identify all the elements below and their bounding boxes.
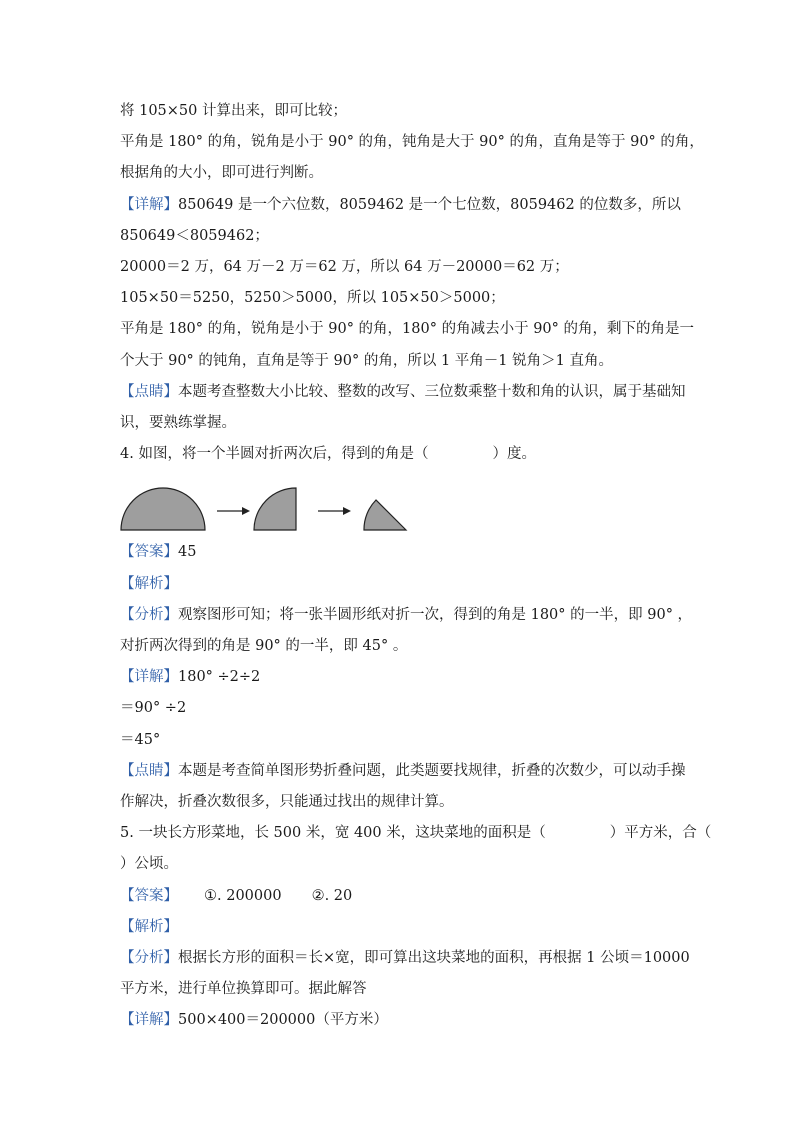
text-line xyxy=(120,377,686,408)
answer-value: ①. 200000 xyxy=(204,887,282,904)
text-content: 根据长方形的面积＝长×宽，即可算出这块菜地的面积，再根据 1 公顷＝10000 xyxy=(178,950,690,967)
text-line: 平角是 180° 的角，锐角是小于 90° 的角，180° 的角减去小于 90° 的角，剩下的角是一 xyxy=(120,321,695,338)
text-line: 850649＜8059462； xyxy=(120,227,269,244)
quarter-circle-shape xyxy=(254,488,296,530)
text-content: 850649 是一个六位数，8059462 是一个七位数，8059462 的位数多，所以 xyxy=(178,196,681,213)
analysis-tag: 【解析】 xyxy=(120,918,178,935)
document-page xyxy=(120,96,712,1037)
text-content: 本题考查整数大小比较、整数的改写、三位数乘整十数和角的认识，属于基础知 xyxy=(178,383,686,400)
section-tag: 【详解】 xyxy=(120,1012,178,1029)
answer-tag: 【答案】 xyxy=(120,544,178,561)
text-content: 500×400＝200000（平方米） xyxy=(178,1012,388,1029)
answer-value: 45 xyxy=(178,544,197,561)
analysis-line xyxy=(120,569,680,600)
text-line xyxy=(120,662,680,693)
section-tag: 【点睛】 xyxy=(120,383,178,400)
semicircle-shape xyxy=(121,488,205,530)
text-content: 观察图形可知；将一张半圆形纸对折一次，得到的角是 180° 的一半，即 90° ， xyxy=(178,606,693,623)
question-text: 4. 如图，将一个半圆对折两次后，得到的角是（ xyxy=(120,446,429,463)
folding-diagram xyxy=(120,473,420,533)
text-line: 平方米，进行单位换算即可。据此解答 xyxy=(120,981,367,998)
text-line: ）公顷。 xyxy=(120,856,178,873)
text-line: 根据角的大小，即可进行判断。 xyxy=(120,165,323,182)
text-line xyxy=(120,190,680,221)
text-line: 个大于 90° 的钝角，直角是等于 90° 的角，所以 1 平角－1 锐角＞1 直角。 xyxy=(120,352,613,369)
section-tag: 【分析】 xyxy=(120,606,178,623)
section-tag: 【详解】 xyxy=(120,196,178,213)
analysis-line xyxy=(120,912,680,943)
text-line: 将 105×50 计算出来，即可比较； xyxy=(120,103,347,119)
text-line: ＝45° xyxy=(120,731,161,748)
text-line xyxy=(120,943,690,974)
question-5 xyxy=(120,818,712,849)
question-text: ）度。 xyxy=(492,446,536,463)
text-line: 平角是 180° 的角，锐角是小于 90° 的角，钝角是大于 90° 的角，直角是等于 90° 的角， xyxy=(120,134,704,151)
text-line xyxy=(120,600,693,631)
text-line: ＝90° ÷2 xyxy=(120,700,187,717)
question-text: 5. 一块长方形菜地，长 500 米，宽 400 米，这块菜地的面积是（ xyxy=(120,825,546,842)
question-4 xyxy=(120,439,680,470)
answer-line xyxy=(120,537,680,568)
text-line: 识，要熟练掌握。 xyxy=(120,415,236,432)
eighth-circle-shape xyxy=(364,500,406,530)
answer-tag: 【答案】 xyxy=(120,887,178,904)
section-tag: 【点睛】 xyxy=(120,762,178,779)
section-tag: 【分析】 xyxy=(120,950,178,967)
section-tag: 【详解】 xyxy=(120,669,178,686)
text-line: 20000＝2 万，64 万－2 万＝62 万，所以 64 万－20000＝62 万； xyxy=(120,259,569,276)
folding-figure xyxy=(120,473,680,533)
question-text: ）平方米，合（ xyxy=(609,825,712,842)
text-line: 105×50＝5250，5250＞5000，所以 105×50＞5000； xyxy=(120,290,505,307)
arrow-head xyxy=(343,507,351,515)
analysis-tag: 【解析】 xyxy=(120,575,178,592)
text-line: 对折两次得到的角是 90° 的一半，即 45° 。 xyxy=(120,638,408,655)
answer-line xyxy=(120,881,680,912)
text-line xyxy=(120,1005,680,1036)
text-content: 180° ÷2÷2 xyxy=(178,669,261,686)
text-line: 作解决，折叠次数很多，只能通过找出的规律计算。 xyxy=(120,794,454,811)
text-content: 本题是考查简单图形势折叠问题，此类题要找规律，折叠的次数少，可以动手操 xyxy=(178,762,686,779)
answer-value: ②. 20 xyxy=(311,887,353,904)
text-line xyxy=(120,756,686,787)
arrow-head xyxy=(242,507,250,515)
